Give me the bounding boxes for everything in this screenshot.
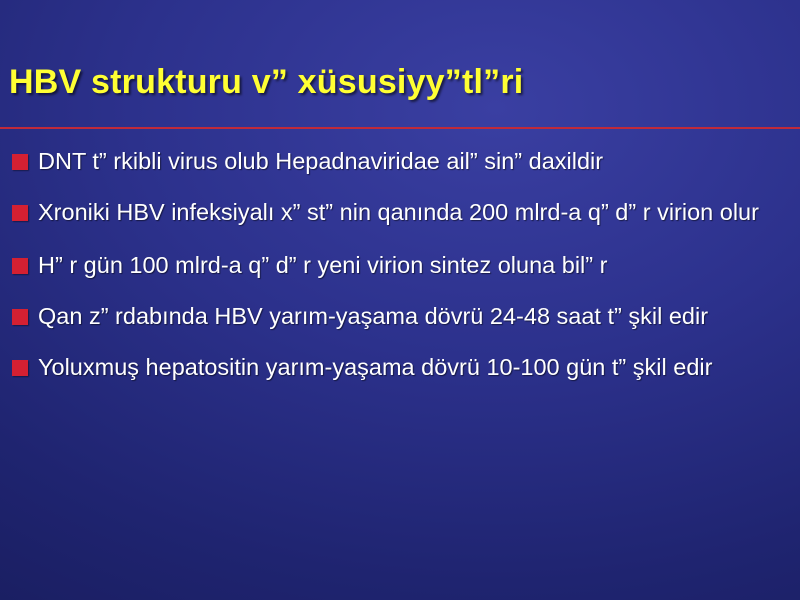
bullet-item <box>0 250 800 281</box>
square-bullet-icon <box>12 258 28 274</box>
square-bullet-icon <box>12 309 28 325</box>
bullet-text: DNT t” rkibli virus olub Hepadnaviridae ail” sin” daxildir <box>38 148 604 174</box>
slide-title: HBV strukturu v” xüsusiyy”tl”ri <box>9 63 524 101</box>
square-bullet-icon <box>12 154 28 170</box>
bullet-text: H” r gün 100 mlrd-a q” d” r yeni virion sintez oluna bil” r <box>38 252 608 278</box>
title-divider <box>0 127 800 129</box>
bullet-text: Qan z” rdabında HBV yarım-yaşama dövrü 24-48 saat t” şkil edir <box>38 303 709 329</box>
bullet-text: Yoluxmuş hepatositin yarım-yaşama dövrü 10-100 gün t” şkil edir <box>38 354 713 380</box>
bullet-item <box>0 197 800 228</box>
bullet-list <box>0 146 800 403</box>
square-bullet-icon <box>12 360 28 376</box>
square-bullet-icon <box>12 205 28 221</box>
bullet-text: Xroniki HBV infeksiyalı x” st” nin qanında 200 mlrd-a q” d” r virion olur <box>38 199 759 225</box>
bullet-item <box>0 146 800 177</box>
bullet-item <box>0 301 800 332</box>
bullet-item <box>0 352 800 383</box>
